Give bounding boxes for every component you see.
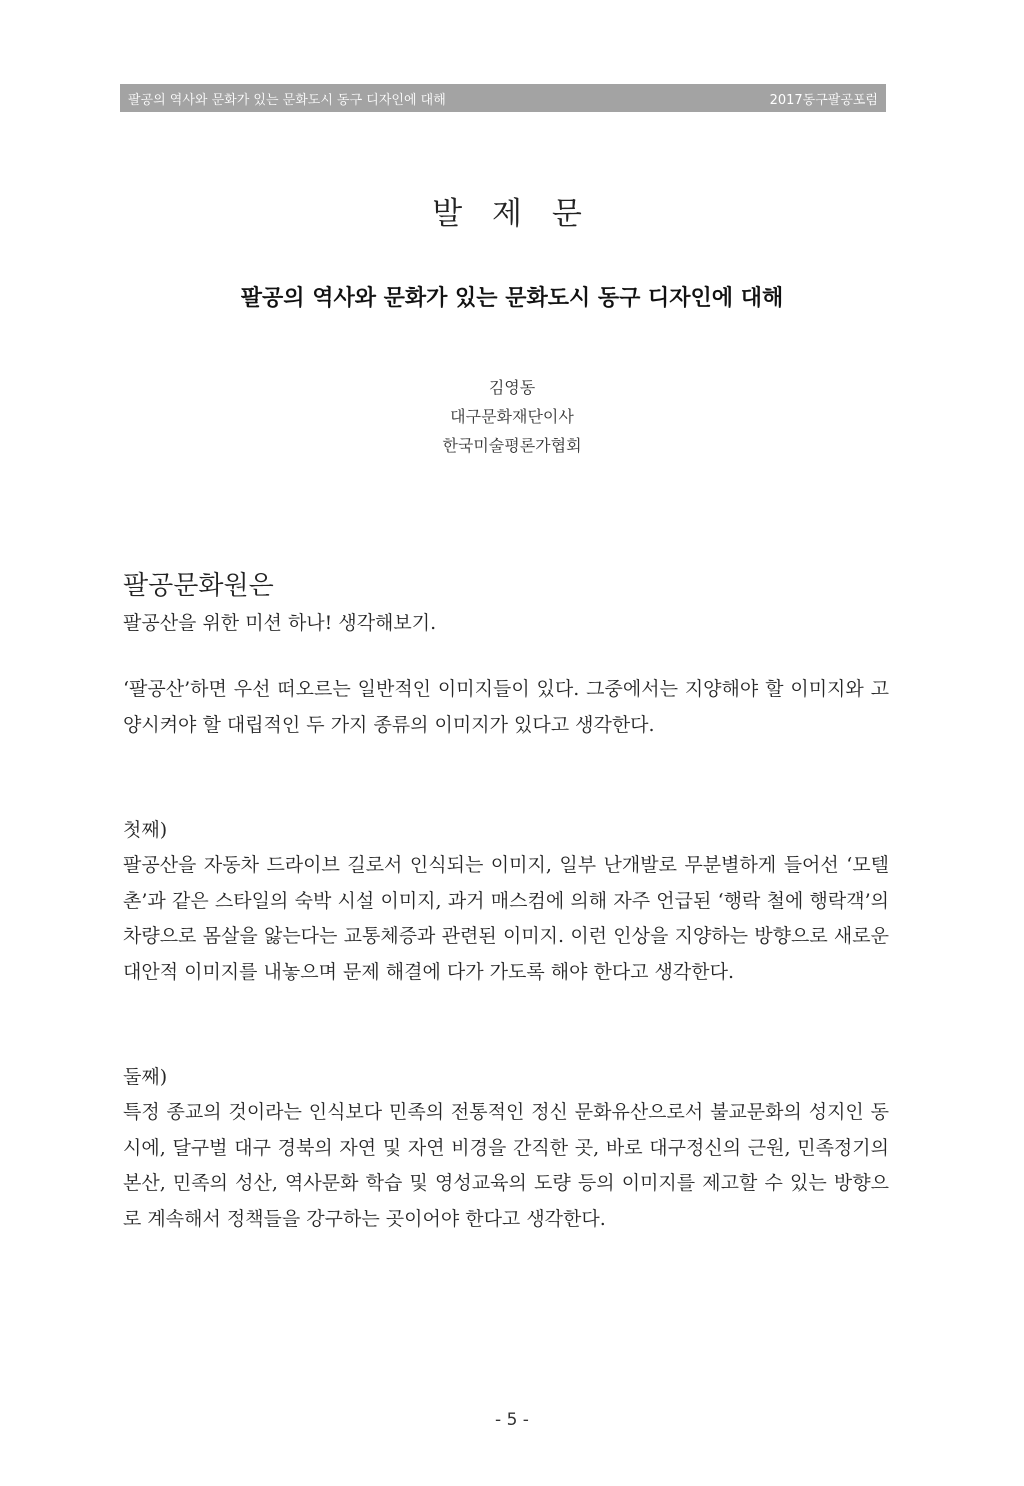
paragraph-1: ‘팔공산’하면 우선 떠오르는 일반적인 이미지들이 있다. 그중에서는 지양해야 할 이미지와 고양시켜야 할 대립적인 두 가지 종류의 이미지가 있다고 생각한다.: [123, 678, 889, 736]
author-block: [0, 373, 1024, 460]
section-heading: 팔공문화원은: [123, 571, 274, 601]
author-name: 김영동: [488, 378, 536, 397]
document-subtitle: 팔공의 역사와 문화가 있는 문화도시 동구 디자인에 대해: [240, 286, 784, 311]
running-header-forum: 2017동구팔공포럼: [769, 92, 878, 108]
document-title: 발 제 문: [432, 196, 592, 232]
first-label: 첫째): [123, 819, 168, 841]
page-number: - 5 -: [495, 1410, 529, 1430]
author-affiliation-2: 한국미술평론가협회: [442, 436, 582, 455]
author-affiliation-1: 대구문화재단이사: [450, 407, 574, 426]
running-header-title: 팔공의 역사와 문화가 있는 문화도시 동구 디자인에 대해: [128, 92, 446, 108]
second-paragraph: 특정 종교의 것이라는 인식보다 민족의 전통적인 정신 문화유산으로서 불교문화의 성지인 동시에, 달구벌 대구 경북의 자연 및 자연 비경을 간직한 곳, 바로 대구정신의 근원, 민족정기의 본산, 민족의 성산, 역사문화 학습 및 영성교육의 도량 등의 이미지를 제고할 수 있는 방향으로 계속해서 정책들을 강구하는 곳이어야 한다고 생각한다.: [123, 1101, 889, 1230]
running-header: [120, 84, 886, 112]
section-intro: 팔공산을 위한 미션 하나! 생각해보기.: [123, 612, 437, 634]
second-label: 둘째): [123, 1066, 168, 1088]
first-paragraph: 팔공산을 자동차 드라이브 길로서 인식되는 이미지, 일부 난개발로 무분별하게 들어선 ‘모텔 촌’과 같은 스타일의 숙박 시설 이미지, 과거 매스컴에 의해 자주 언급된 ‘행락 철에 행락객’의 차량으로 몸살을 앓는다는 교통체증과 관련된 이미지. 이런 인상을 지양하는 방향으로 새로운 대안적 이미지를 내놓으며 문제 해결에 다가 가도록 해야 한다고 생각한다.: [123, 854, 889, 983]
